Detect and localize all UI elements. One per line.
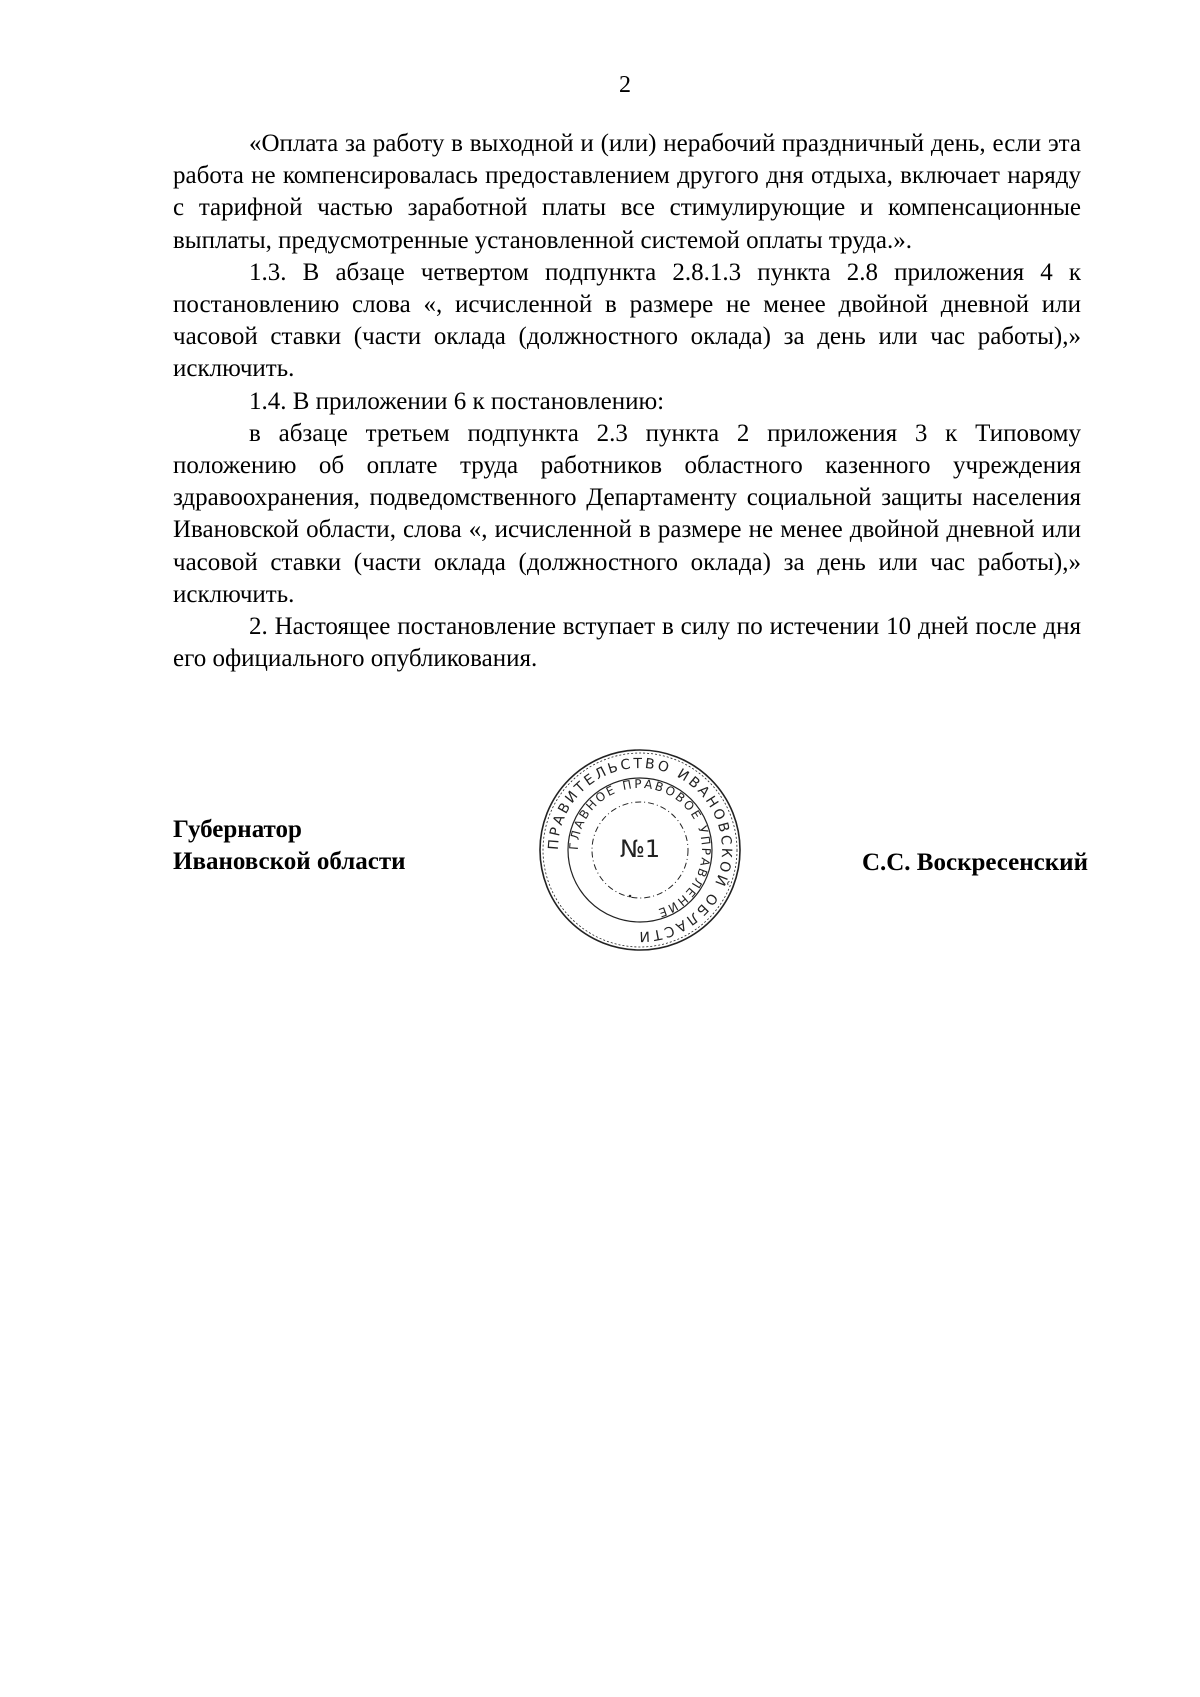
- paragraph-1-3: 1.3. В абзаце четвертом подпункта 2.8.1.3 пункта 2.8 приложения 4 к постановлению слова «, исчисленной в размере не менее двойной дневной или часовой ставки (части оклада (должностного оклада) за день или час работы),» исключить.: [173, 258, 1081, 383]
- paragraph-quoted-amendment: «Оплата за работу в выходной и (или) нерабочий праздничный день, если эта работа не компенсировалась предоставлением другого дня отдыха, включает наряду с тарифной частью заработной платы все стимулирующие и компенсационные выплаты, предусмотренные установленной системой оплаты труда.».: [173, 130, 1081, 254]
- signatory-position: [173, 814, 406, 878]
- seal-inner-text: ГЛАВНОЕ ПРАВОВОЕ УПРАВЛЕНИЕ: [566, 776, 714, 921]
- document-body: [173, 128, 1081, 675]
- paragraph-2: 2. Настоящее постановление вступает в силу по истечении 10 дней после дня его официального опубликования.: [173, 613, 1081, 673]
- signatory-name: С.С. Воскресенский: [861, 849, 1088, 876]
- paragraph-1-4-detail: в абзаце третьем подпункта 2.3 пункта 2 приложения 3 к Типовому положению об оплате труда работников областного казенного учреждения здравоохранения, подведомственного Департаменту социальной защиты населения Ивановской области, слова «, исчисленной в размере не менее двойной дневной или часовой ставки (части оклада (должностного оклада) за день или час работы),» исключить.: [173, 419, 1081, 608]
- seal-dot: [629, 895, 632, 898]
- official-seal: [535, 745, 745, 955]
- seal-outer-text: ПРАВИТЕЛЬСТВО ИВАНОВСКОЙ ОБЛАСТИ: [545, 755, 735, 945]
- signatory-position-line1: Губернатор: [173, 816, 302, 843]
- paragraph-1-4: 1.4. В приложении 6 к постановлению:: [249, 387, 665, 415]
- signatory-position-line2: Ивановской области: [173, 848, 406, 875]
- page-number: 2: [619, 72, 631, 98]
- seal-center-number: №1: [619, 835, 661, 863]
